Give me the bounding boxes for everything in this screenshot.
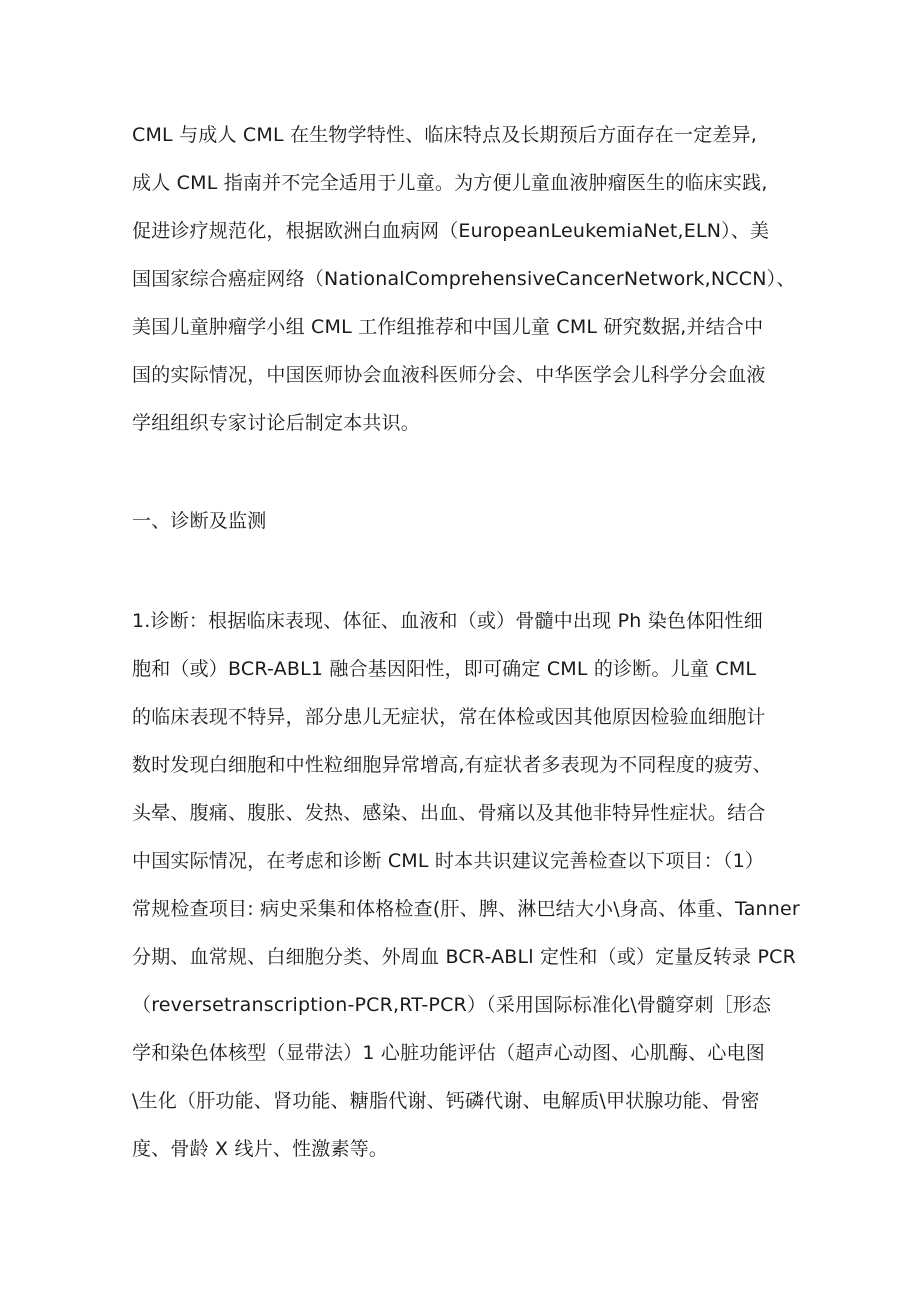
text-line: 中国实际情况，在考虑和诊断 CML 时本共识建议完善检查以下项目：（1） [132, 850, 765, 872]
text-line: 的临床表现不特异，部分患儿无症状，常在体检或因其他原因检验血细胞计 [132, 706, 766, 728]
text-line: 度、骨龄 X 线片、性激素等。 [132, 1138, 389, 1160]
text-line: 数时发现白细胞和中性粒细胞异常增高,有症状者多表现为不同程度的疲劳、 [132, 754, 772, 776]
text-line: 学和染色体核型（显带法）1 心脏功能评估（超声心动图、心肌酶、心电图 [132, 1042, 765, 1064]
text-line: （reversetranscription-PCR,RT-PCR）（采用国际标准化\骨髓穿刺［形态 [132, 994, 772, 1016]
text-line: 美国儿童肿瘤学小组 CML 工作组推荐和中国儿童 CML 研究数据,并结合中 [132, 316, 764, 338]
section-heading [132, 497, 808, 545]
text-line: CML 与成人 CML 在生物学特性、临床特点及长期预后方面存在一定差异, [132, 124, 758, 146]
intro-paragraph [132, 111, 808, 447]
text-line: 胞和（或）BCR-ABL1 融合基因阳性，即可确定 CML 的诊断。儿童 CML [132, 658, 757, 680]
text-line: 促进诊疗规范化，根据欧洲白血病网（EuropeanLeukemiaNet,ELN）、美 [132, 220, 770, 242]
text-line: \生化（肝功能、肾功能、糖脂代谢、钙磷代谢、电解质\甲状腺功能、骨密 [132, 1090, 760, 1112]
text-line: 头晕、腹痛、腹胀、发热、感染、出血、骨痛以及其他非特异性症状。结合 [132, 802, 766, 824]
heading-text: 一、诊断及监测 [132, 510, 267, 532]
text-line: 分期、血常规、白细胞分类、外周血 BCR-ABLl 定性和（或）定量反转录 PCR [132, 946, 796, 968]
diagnosis-paragraph [132, 597, 808, 1173]
text-line: 1.诊断：根据临床表现、体征、血液和（或）骨髓中出现 Ph 染色体阳性细 [132, 610, 763, 632]
text-line: 成人 CML 指南并不完全适用于儿童。为方便儿童血液肿瘤医生的临床实践, [132, 172, 768, 194]
text-line: 常规检查项目: 病史采集和体格检查(肝、脾、淋巴结大小\身高、体重、Tanner [132, 898, 800, 920]
text-line: 国国家综合癌症网络（NationalComprehensiveCancerNetwork,NCCN）、 [132, 268, 796, 290]
text-line: 国的实际情况，中国医师协会血液科医师分会、中华医学会儿科学分会血液 [132, 364, 766, 386]
text-line: 学组组织专家讨论后制定本共识。 [132, 412, 421, 434]
